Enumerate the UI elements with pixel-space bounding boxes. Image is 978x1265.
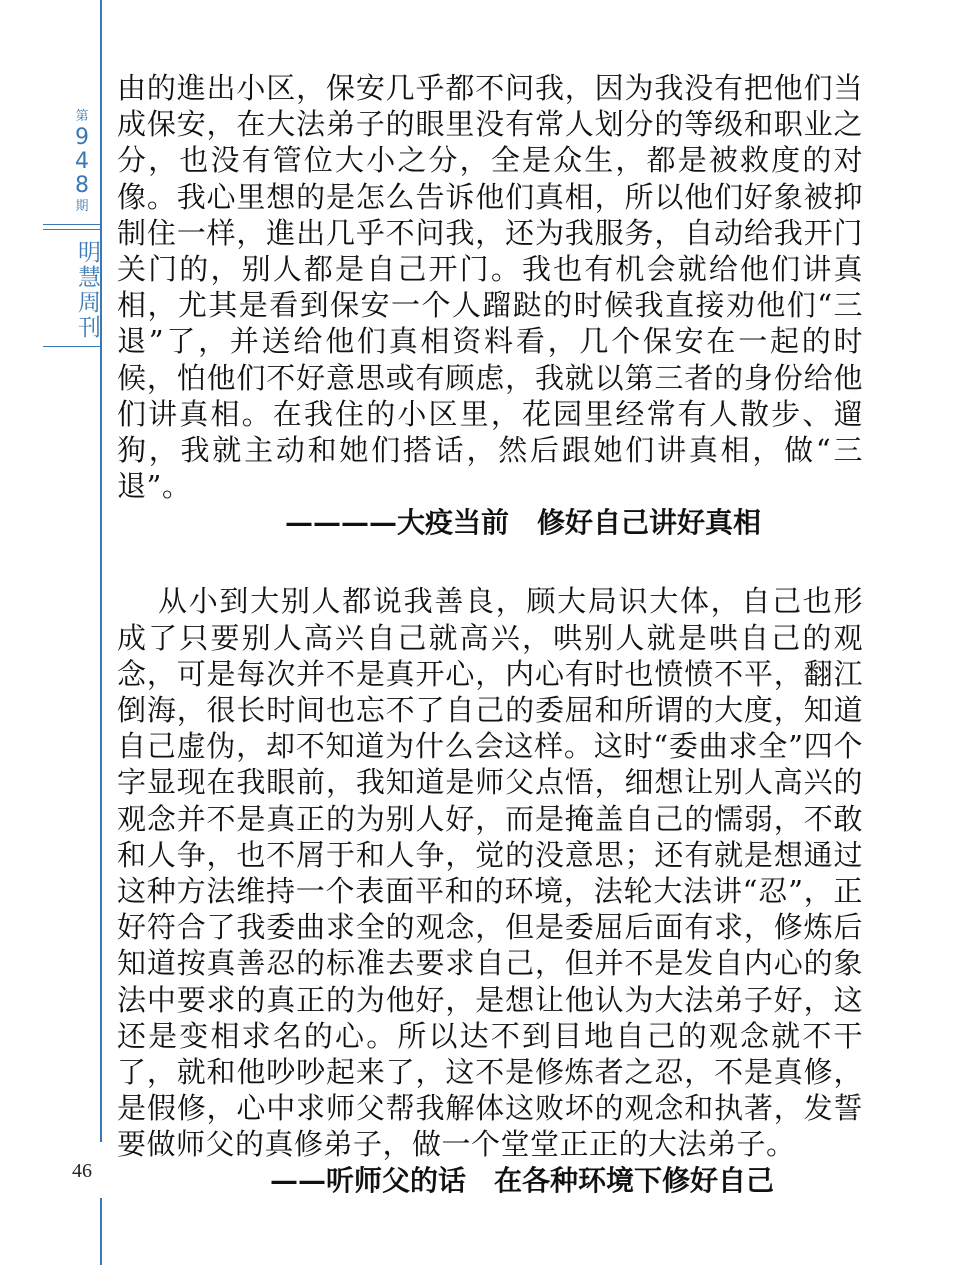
paragraph: 从小到大别人都说我善良，顾大局识大体，自己也形成了只要别人高兴自己就高兴，哄别人就是哄自己的观念，可是每次并不是真开心，内心有时也愤愤不平，翻江倒海，很长时间也忘不了自己的委屈和所谓的大度，知道自己虚伪，却不知道为什么会这样。这时“委曲求全”四个字显现在我眼前，我知道是师父点悟，细想让别人高兴的观念并不是真正的为别人好，而是掩盖自己的懦弱，不敢和人争，也不屑于和人争，觉的没意思；还有就是想通过这种方法维持一个表面平和的环境，法轮大法讲“忍”，正好符合了我委曲求全的观念，但是委屈后面有求，修炼后知道按真善忍的标准去要求自己，但并不是发自内心的象法中要求的真正的为他好，是想让他认为大法弟子好，这还是变相求名的心。所以达不到目地自己的观念就不干了，就和他吵吵起来了，这不是修炼者之忍，不是真修，是假修，心中求师父帮我解体这败坏的观念和执著，发誓要做师父的真修弟子，做一个堂堂正正的大法弟子。 [117,584,863,1162]
divider [43,229,101,230]
issue-digit: 4 [75,149,89,174]
issue-prefix: 第 [75,109,89,124]
issue-suffix: 期 [75,199,89,214]
paragraph: 由的進出小区，保安几乎都不问我，因为我没有把他们当成保安，在大法弟子的眼里没有常人划分的等级和职业之分，也没有管位大小之分，全是众生，都是被救度的对像。我心里想的是怎么告诉他们真相，所以他们好象被抑制住一样，進出几乎不问我，还为我服务，自动给我开门关门的，别人都是自己开门。我也有机会就给他们讲真相，尤其是看到保安一个人蹓跶的时候我直接劝他们“三退”了，并送给他们真相资料看，几个保安在一起的时候，怕他们不好意思或有顾虑，我就以第三者的身份给他们讲真相。在我住的小区里，花园里经常有人散步、遛狗，我就主动和她们搭话，然后跟她们讲真相，做“三退”。 [117,71,863,504]
issue-number [62,126,102,198]
divider [43,346,101,347]
journal-name: 明慧周刊 [74,240,100,340]
article-body [117,70,863,1199]
section-heading: ————大疫当前 修好自己讲好真相 [285,506,762,540]
issue-label [62,108,102,216]
spacer [117,541,863,583]
divider [43,224,101,225]
issue-digit: 8 [75,173,89,198]
page-number: 46 [72,1160,92,1182]
issue-digit: 9 [75,125,89,150]
margin-rule-bottom [100,1198,102,1265]
section-heading: ——听师父的话 在各种环境下修好自己 [270,1163,775,1197]
